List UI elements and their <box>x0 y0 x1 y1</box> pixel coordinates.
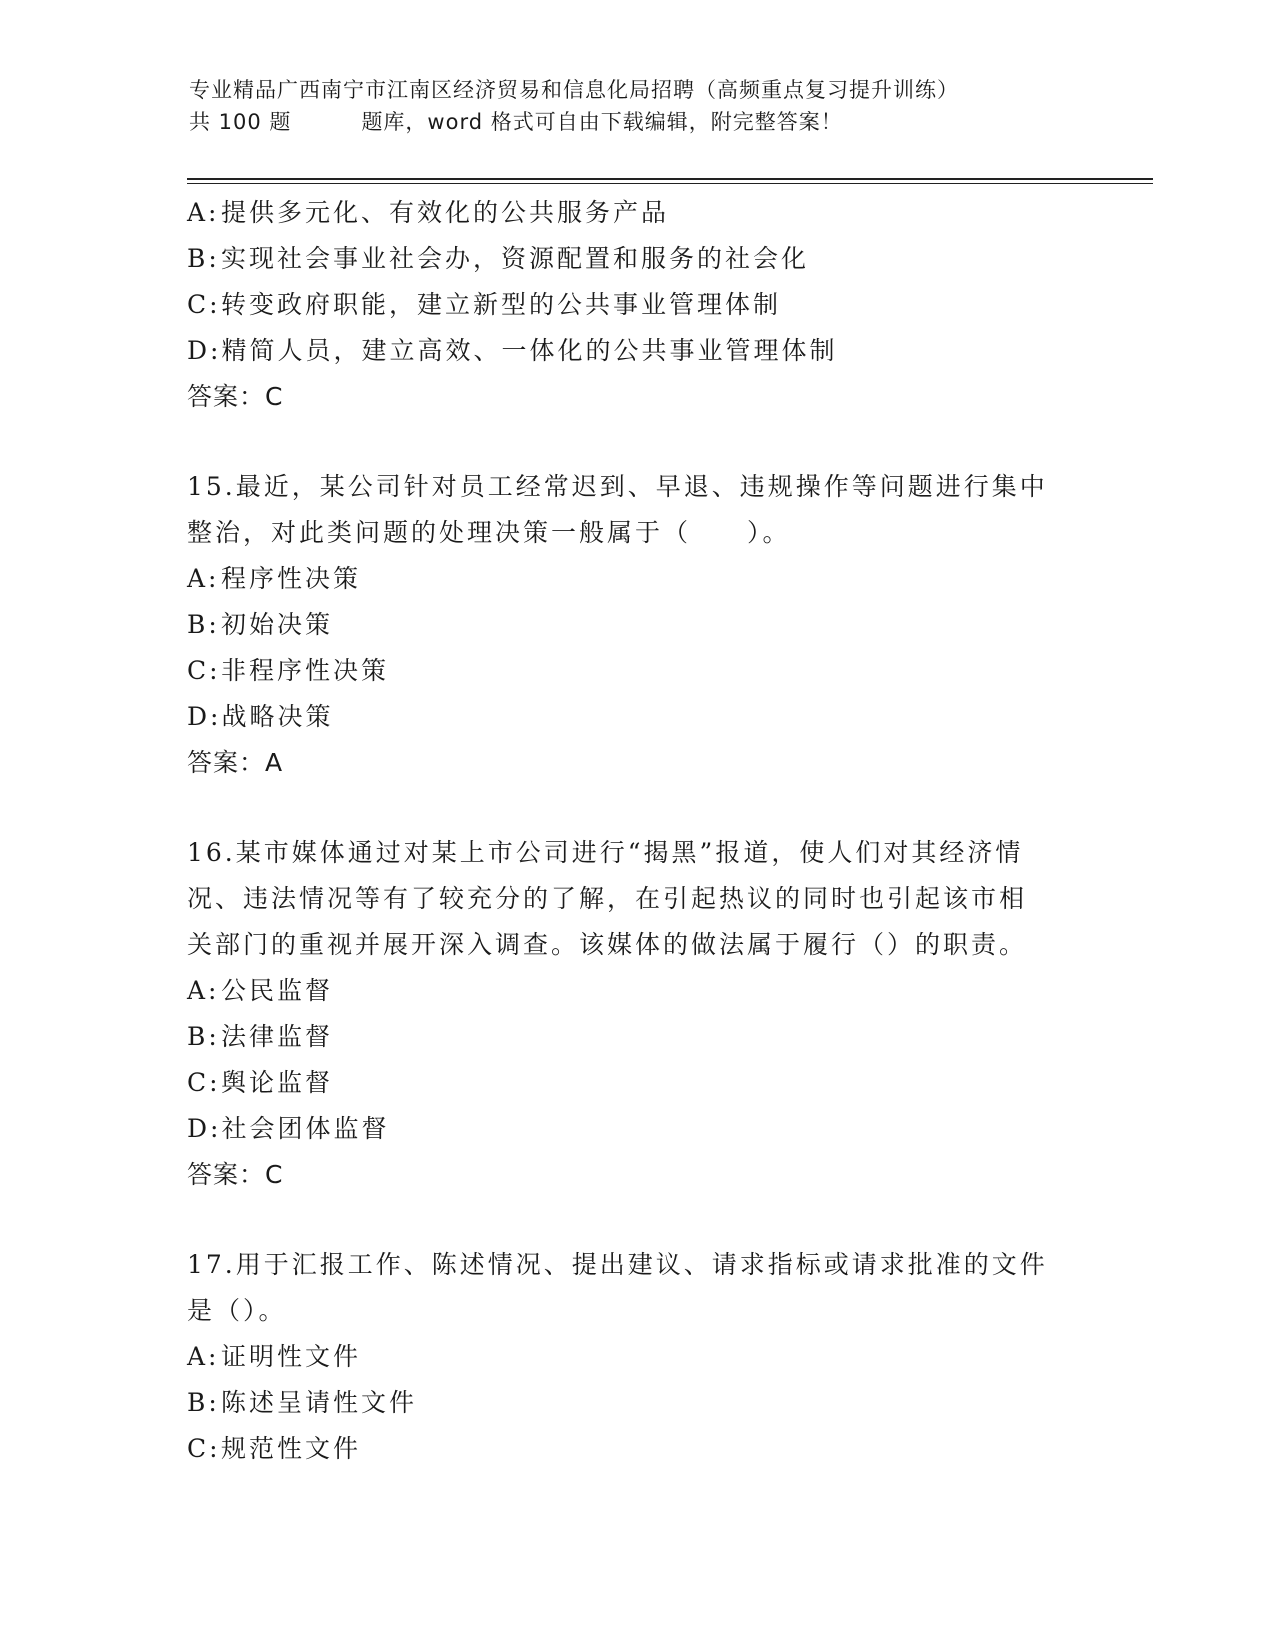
option-text: 初始决策 <box>221 610 334 639</box>
question-text-line: 15.最近，某公司针对员工经常迟到、早退、违规操作等问题进行集中 <box>187 472 1048 501</box>
option-b <box>187 1380 1087 1426</box>
option-letter: C: <box>187 1434 221 1463</box>
option-a <box>187 190 1087 236</box>
answer-line: 答案：C <box>187 382 284 411</box>
option-letter: A: <box>187 976 220 1005</box>
option-letter: C: <box>187 290 221 319</box>
header-rule-thick <box>187 178 1153 180</box>
option-letter: A: <box>187 1342 220 1371</box>
option-text: 陈述呈请性文件 <box>221 1388 418 1417</box>
option-a <box>187 556 1087 602</box>
option-letter: A: <box>187 198 220 227</box>
option-text: 法律监督 <box>221 1022 334 1051</box>
header-question-count: 共 100 题 <box>189 110 292 134</box>
question-17 <box>187 1242 1087 1472</box>
question-16 <box>187 830 1087 1198</box>
page-header <box>189 74 1149 138</box>
option-b <box>187 1014 1087 1060</box>
question-text-line: 关部门的重视并展开深入调查。该媒体的做法属于履行（）的职责。 <box>187 930 1028 959</box>
option-letter: D: <box>187 336 222 365</box>
option-text: 舆论监督 <box>221 1068 334 1097</box>
header-description: 题库，word 格式可自由下载编辑，附完整答案！ <box>361 110 843 134</box>
option-letter: D: <box>187 1114 222 1143</box>
option-text: 非程序性决策 <box>221 656 390 685</box>
option-letter: B: <box>187 244 220 273</box>
option-letter: B: <box>187 1388 220 1417</box>
option-letter: A: <box>187 564 220 593</box>
question-text-line: 整治，对此类问题的处理决策一般属于（ ）。 <box>187 518 791 547</box>
option-letter: C: <box>187 1068 221 1097</box>
header-title: 专业精品广西南宁市江南区经济贸易和信息化局招聘（高频重点复习提升训练） <box>189 78 959 102</box>
question-15 <box>187 464 1087 786</box>
option-letter: D: <box>187 702 222 731</box>
option-text: 精简人员，建立高效、一体化的公共事业管理体制 <box>221 336 838 365</box>
option-c <box>187 1426 1087 1472</box>
question-text-line: 17.用于汇报工作、陈述情况、提出建议、请求指标或请求批准的文件 <box>187 1250 1048 1279</box>
option-c <box>187 1060 1087 1106</box>
option-letter: B: <box>187 610 220 639</box>
option-b <box>187 236 1087 282</box>
header-rule-thin <box>187 183 1153 184</box>
option-d <box>187 1106 1087 1152</box>
option-text: 公民监督 <box>221 976 334 1005</box>
option-text: 转变政府职能，建立新型的公共事业管理体制 <box>221 290 782 319</box>
option-a <box>187 968 1087 1014</box>
option-d <box>187 694 1087 740</box>
answer-line: 答案：A <box>187 748 284 777</box>
option-text: 规范性文件 <box>221 1434 362 1463</box>
question-text-line: 是（）。 <box>187 1296 287 1325</box>
option-d <box>187 328 1087 374</box>
option-text: 提供多元化、有效化的公共服务产品 <box>221 198 670 227</box>
question-text-line: 况、违法情况等有了较充分的了解，在引起热议的同时也引起该市相 <box>187 884 1028 913</box>
header-subtitle <box>189 106 1149 138</box>
option-text: 程序性决策 <box>221 564 362 593</box>
option-b <box>187 602 1087 648</box>
option-letter: B: <box>187 1022 220 1051</box>
option-a <box>187 1334 1087 1380</box>
option-text: 实现社会事业社会办，资源配置和服务的社会化 <box>221 244 810 273</box>
option-c <box>187 648 1087 694</box>
question-14 <box>187 190 1087 420</box>
option-c <box>187 282 1087 328</box>
option-letter: C: <box>187 656 221 685</box>
answer-line: 答案：C <box>187 1160 284 1189</box>
question-content <box>187 190 1087 1472</box>
option-text: 证明性文件 <box>221 1342 362 1371</box>
option-text: 社会团体监督 <box>221 1114 390 1143</box>
option-text: 战略决策 <box>221 702 334 731</box>
question-text-line: 16.某市媒体通过对某上市公司进行“揭黑”报道，使人们对其经济情 <box>187 838 1024 867</box>
